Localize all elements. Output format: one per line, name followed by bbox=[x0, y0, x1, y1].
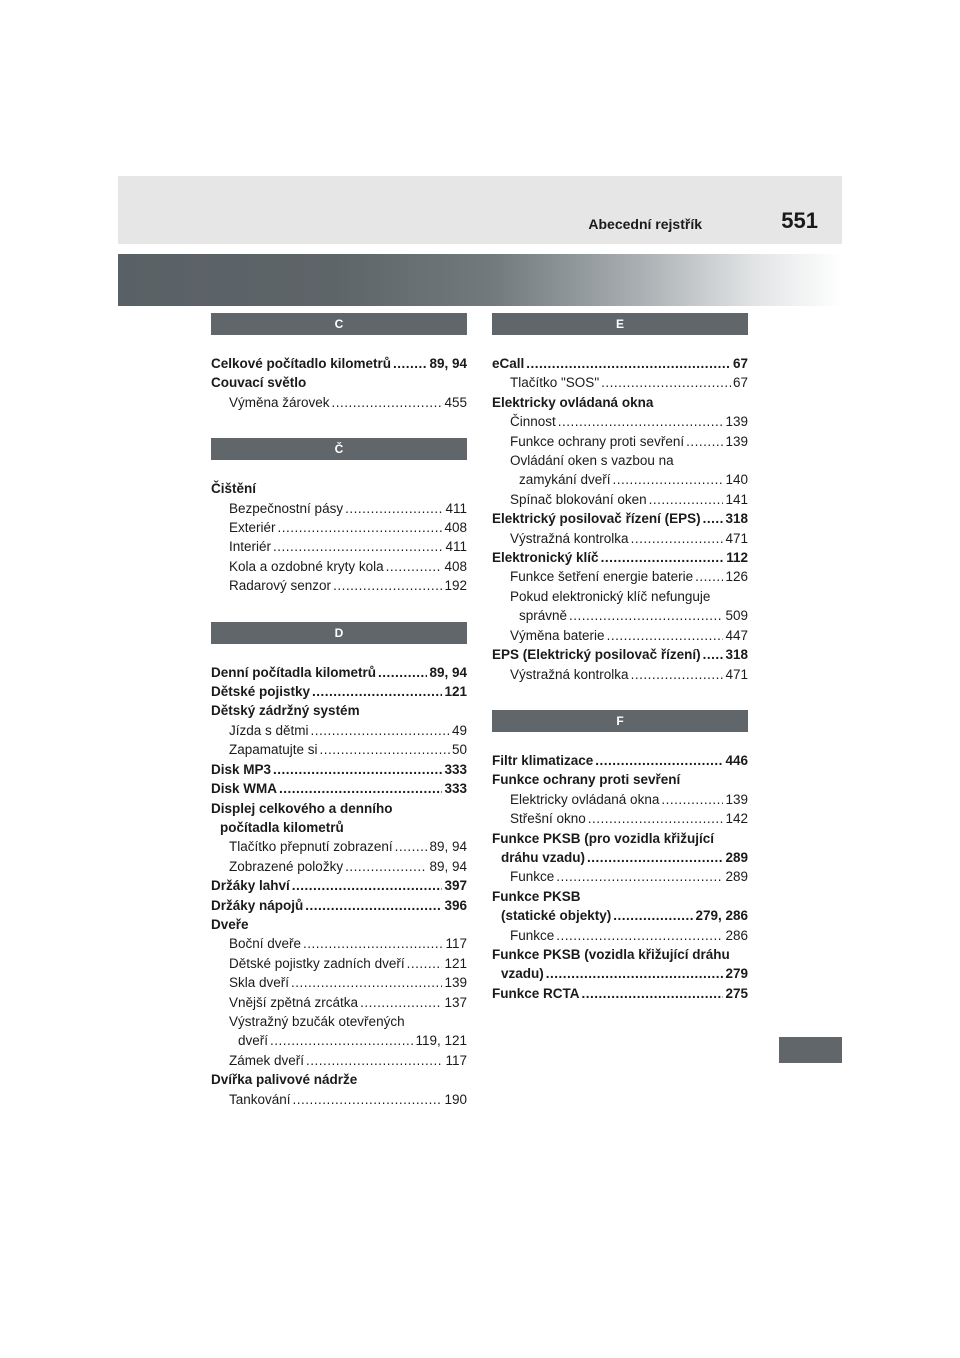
entry-label: Funkce ochrany proti sevření bbox=[510, 433, 685, 449]
entry-label: Skla dveří bbox=[229, 975, 290, 991]
leader-dots bbox=[293, 1090, 443, 1109]
leader-dots bbox=[695, 567, 723, 586]
index-entry bbox=[211, 1090, 467, 1109]
entry-label: Disk MP3 bbox=[211, 761, 272, 777]
leader-dots bbox=[556, 867, 723, 886]
leader-dots bbox=[558, 412, 724, 431]
entry-page-ref[interactable]: 509 bbox=[725, 608, 748, 624]
entry-page-ref[interactable]: 141 bbox=[725, 491, 748, 507]
entry-page-ref[interactable]: 49 bbox=[451, 722, 467, 738]
index-entry bbox=[211, 973, 467, 992]
leader-dots bbox=[649, 490, 724, 509]
entry-label: Elektricky ovládaná okna bbox=[510, 791, 660, 807]
section-letter-header: D bbox=[211, 622, 467, 644]
entry-label: Držáky nápojů bbox=[211, 897, 304, 913]
index-entry bbox=[211, 354, 467, 373]
leader-dots bbox=[393, 354, 427, 373]
entry-page-ref[interactable]: 318 bbox=[725, 647, 748, 663]
entry-label: Střešní okno bbox=[510, 811, 586, 827]
leader-dots bbox=[569, 606, 723, 625]
entry-label: Zobrazené položky bbox=[229, 858, 344, 874]
entry-page-ref[interactable]: 192 bbox=[444, 578, 467, 594]
leader-dots bbox=[613, 906, 693, 925]
entry-label: Tlačítko "SOS" bbox=[510, 375, 600, 391]
entry-label: Pokud elektronický klíč nefunguje bbox=[510, 588, 711, 604]
entry-page-ref[interactable]: 289 bbox=[725, 869, 748, 885]
entry-label: Dětský zádržný systém bbox=[211, 703, 360, 719]
index-entry bbox=[211, 701, 467, 720]
entry-page-ref[interactable]: 275 bbox=[725, 985, 748, 1001]
index-column-right bbox=[492, 313, 748, 1003]
section-title: Abecední rejstřík bbox=[588, 216, 702, 232]
index-entry bbox=[211, 779, 467, 798]
index-entry bbox=[492, 945, 748, 964]
index-entry bbox=[492, 809, 748, 828]
index-entry bbox=[492, 770, 748, 789]
entry-label: Celkové počítadlo kilometrů bbox=[211, 356, 392, 371]
leader-dots bbox=[279, 779, 442, 798]
entry-page-ref[interactable]: 286 bbox=[725, 927, 748, 943]
leader-dots bbox=[270, 1031, 413, 1050]
entry-label: Výměna baterie bbox=[510, 627, 605, 643]
section-spacer bbox=[492, 684, 748, 710]
entry-label: Interiér bbox=[229, 539, 272, 555]
index-entry bbox=[492, 829, 748, 848]
entry-label: Dětské pojistky zadních dveří bbox=[229, 955, 405, 971]
entry-page-ref[interactable]: 126 bbox=[725, 569, 748, 585]
leader-dots bbox=[588, 809, 724, 828]
index-entry bbox=[492, 665, 748, 684]
entry-label: Funkce bbox=[510, 927, 555, 943]
index-entry bbox=[492, 984, 748, 1003]
index-entry bbox=[492, 926, 748, 945]
chapter-tab bbox=[779, 1037, 842, 1063]
entry-label: Elektronický klíč bbox=[492, 550, 599, 566]
header-gradient-bar bbox=[118, 254, 842, 306]
entry-page-ref[interactable]: 89, 94 bbox=[429, 839, 467, 855]
index-entry bbox=[492, 373, 748, 392]
leader-dots bbox=[601, 373, 731, 392]
entry-label: Činnost bbox=[510, 414, 556, 430]
index-entry bbox=[211, 896, 467, 915]
entry-page-ref[interactable]: 142 bbox=[725, 811, 748, 827]
leader-dots bbox=[631, 529, 724, 548]
index-entry bbox=[211, 1012, 467, 1031]
entry-label: Dětské pojistky bbox=[211, 684, 311, 700]
leader-dots bbox=[333, 576, 442, 595]
page-number: 551 bbox=[781, 208, 818, 233]
entry-label: Tankování bbox=[229, 1091, 291, 1107]
entry-label: Funkce PKSB (vozidla křižující dráhu bbox=[492, 946, 730, 962]
entry-label: vzadu) bbox=[501, 966, 544, 982]
entry-page-ref[interactable]: 89, 94 bbox=[429, 356, 467, 371]
entry-label: Spínač blokování oken bbox=[510, 491, 647, 507]
section-spacer bbox=[211, 412, 467, 438]
entry-label: Tlačítko přepnutí zobrazení bbox=[229, 839, 393, 855]
entry-label: Výměna žárovek bbox=[229, 394, 330, 410]
index-entry bbox=[211, 537, 467, 556]
entry-label: Funkce bbox=[510, 869, 555, 885]
entry-label: Kola a ozdobné kryty kola bbox=[229, 558, 384, 574]
index-entry bbox=[492, 567, 748, 586]
entry-page-ref[interactable]: 137 bbox=[444, 994, 467, 1010]
entry-page-ref[interactable]: 67 bbox=[732, 356, 748, 371]
entry-label: počítadla kilometrů bbox=[220, 819, 344, 835]
index-entry bbox=[492, 606, 748, 625]
section-letter-header: F bbox=[492, 710, 748, 732]
index-entry bbox=[492, 848, 748, 867]
entry-label: Denní počítadla kilometrů bbox=[211, 664, 377, 680]
entry-page-ref[interactable]: 139 bbox=[444, 975, 467, 991]
leader-dots bbox=[395, 837, 428, 856]
index-entry bbox=[492, 645, 748, 664]
entry-label: Couvací světlo bbox=[211, 375, 307, 391]
entry-page-ref[interactable]: 279, 286 bbox=[695, 908, 748, 924]
leader-dots bbox=[312, 682, 442, 701]
leader-dots bbox=[273, 760, 442, 779]
leader-dots bbox=[378, 663, 427, 682]
entry-page-ref[interactable]: 67 bbox=[732, 375, 748, 391]
page-header bbox=[118, 176, 842, 244]
entry-page-ref[interactable]: 446 bbox=[725, 752, 748, 768]
index-entry bbox=[492, 354, 748, 373]
leader-dots bbox=[703, 645, 724, 664]
leader-dots bbox=[306, 1051, 443, 1070]
leader-dots bbox=[587, 848, 723, 867]
leader-dots bbox=[556, 926, 723, 945]
entry-label: Displej celkového a denního bbox=[211, 800, 393, 816]
entry-label: Funkce RCTA bbox=[492, 985, 580, 1001]
index-entry bbox=[211, 1070, 467, 1089]
entry-label: Vnější zpětná zrcátka bbox=[229, 994, 359, 1010]
index-entry bbox=[492, 393, 748, 412]
entry-page-ref[interactable]: 318 bbox=[725, 511, 748, 527]
index-entry bbox=[211, 373, 467, 392]
leader-dots bbox=[345, 857, 427, 876]
index-entry bbox=[492, 867, 748, 886]
index-entry bbox=[211, 837, 467, 856]
leader-dots bbox=[311, 721, 450, 740]
entry-label: Exteriér bbox=[229, 520, 276, 536]
entry-label: Zámek dveří bbox=[229, 1052, 305, 1068]
entry-label: Funkce PKSB (pro vozidla křižující bbox=[492, 830, 715, 846]
leader-dots bbox=[305, 896, 442, 915]
index-entry bbox=[492, 451, 748, 470]
index-entry bbox=[211, 682, 467, 701]
leader-dots bbox=[607, 626, 724, 645]
index-entry bbox=[211, 479, 467, 498]
entry-page-ref[interactable]: 140 bbox=[725, 472, 748, 488]
leader-dots bbox=[631, 665, 724, 684]
section-spacer bbox=[211, 596, 467, 622]
entry-page-ref[interactable]: 119, 121 bbox=[415, 1033, 467, 1049]
entry-page-ref[interactable]: 139 bbox=[725, 433, 748, 449]
entry-label: Držáky lahví bbox=[211, 878, 290, 894]
entry-label: Ovládání oken s vazbou na bbox=[510, 453, 674, 469]
index-entry bbox=[211, 993, 467, 1012]
leader-dots bbox=[595, 751, 723, 770]
entry-label: Bezpečnostní pásy bbox=[229, 500, 344, 516]
leader-dots bbox=[661, 790, 723, 809]
index-entry bbox=[211, 663, 467, 682]
leader-dots bbox=[332, 393, 443, 412]
leader-dots bbox=[320, 740, 450, 759]
index-entry bbox=[211, 799, 467, 818]
entry-label: Filtr klimatizace bbox=[492, 752, 594, 768]
section-letter-header: C bbox=[211, 313, 467, 335]
index-entry bbox=[492, 587, 748, 606]
entry-page-ref[interactable]: 121 bbox=[444, 955, 467, 971]
entry-page-ref[interactable]: 408 bbox=[444, 520, 467, 536]
index-entry bbox=[492, 490, 748, 509]
entry-page-ref[interactable]: 411 bbox=[445, 539, 467, 555]
index-entry bbox=[492, 626, 748, 645]
entry-label: Boční dveře bbox=[229, 936, 302, 952]
index-entry bbox=[211, 857, 467, 876]
entry-page-ref[interactable]: 408 bbox=[444, 558, 467, 574]
entry-label: Zapamatujte si bbox=[229, 742, 318, 758]
index-entry bbox=[211, 954, 467, 973]
entry-page-ref[interactable]: 471 bbox=[725, 530, 748, 546]
entry-page-ref[interactable]: 289 bbox=[725, 849, 748, 865]
index-entry bbox=[211, 1031, 467, 1050]
index-entry bbox=[492, 548, 748, 567]
index-entry bbox=[211, 499, 467, 518]
leader-dots bbox=[582, 984, 724, 1003]
entry-label: správně bbox=[519, 608, 568, 624]
index-entry bbox=[492, 509, 748, 528]
leader-dots bbox=[686, 432, 723, 451]
index-entry bbox=[211, 393, 467, 412]
index-entry bbox=[211, 760, 467, 779]
index-entry bbox=[211, 876, 467, 895]
leader-dots bbox=[526, 354, 731, 373]
leader-dots bbox=[386, 557, 443, 576]
entry-page-ref[interactable]: 333 bbox=[444, 781, 467, 797]
entry-label: Dvířka palivové nádrže bbox=[211, 1072, 358, 1088]
index-entry bbox=[492, 470, 748, 489]
entry-label: Funkce PKSB bbox=[492, 888, 581, 904]
index-entry bbox=[211, 576, 467, 595]
index-entry bbox=[211, 1051, 467, 1070]
index-entry bbox=[492, 906, 748, 925]
index-entry bbox=[211, 721, 467, 740]
leader-dots bbox=[703, 509, 724, 528]
entry-label: Disk WMA bbox=[211, 781, 278, 797]
entry-label: Elektrický posilovač řízení (EPS) bbox=[492, 511, 701, 527]
index-entry bbox=[492, 751, 748, 770]
entry-label: dráhu vzadu) bbox=[501, 849, 586, 865]
entry-page-ref[interactable]: 190 bbox=[444, 1091, 467, 1107]
entry-page-ref[interactable]: 117 bbox=[445, 936, 467, 952]
entry-label: Čištění bbox=[211, 481, 257, 497]
leader-dots bbox=[292, 876, 443, 895]
index-entry bbox=[492, 529, 748, 548]
leader-dots bbox=[278, 518, 443, 537]
leader-dots bbox=[273, 537, 443, 556]
section-letter-header: E bbox=[492, 313, 748, 335]
entry-page-ref[interactable]: 471 bbox=[725, 666, 748, 682]
leader-dots bbox=[613, 470, 724, 489]
leader-dots bbox=[303, 934, 443, 953]
entry-page-ref[interactable]: 447 bbox=[725, 627, 748, 643]
entry-page-ref[interactable]: 396 bbox=[444, 897, 467, 913]
entry-label: Funkce šetření energie baterie bbox=[510, 569, 694, 585]
leader-dots bbox=[546, 964, 724, 983]
entry-label: dveří bbox=[238, 1033, 269, 1049]
entry-page-ref[interactable]: 397 bbox=[444, 878, 467, 894]
entry-page-ref[interactable]: 455 bbox=[444, 394, 467, 410]
section-letter-header: Č bbox=[211, 438, 467, 460]
entry-page-ref[interactable]: 411 bbox=[445, 500, 467, 516]
leader-dots bbox=[601, 548, 725, 567]
entry-label: Dveře bbox=[211, 916, 249, 932]
entry-page-ref[interactable]: 333 bbox=[444, 761, 467, 777]
leader-dots bbox=[407, 954, 443, 973]
index-entry bbox=[211, 740, 467, 759]
index-entry bbox=[492, 432, 748, 451]
index-entry bbox=[211, 915, 467, 934]
entry-label: (statické objekty) bbox=[501, 908, 612, 924]
index-column-left bbox=[211, 313, 467, 1109]
entry-label: EPS (Elektrický posilovač řízení) bbox=[492, 647, 701, 663]
entry-page-ref[interactable]: 117 bbox=[445, 1052, 467, 1068]
entry-page-ref[interactable]: 89, 94 bbox=[429, 664, 467, 680]
entry-page-ref[interactable]: 121 bbox=[444, 684, 467, 700]
entry-label: eCall bbox=[492, 356, 525, 371]
entry-label: Jízda s dětmi bbox=[229, 722, 309, 738]
index-entry bbox=[211, 818, 467, 837]
index-entry bbox=[492, 412, 748, 431]
index-entry bbox=[211, 934, 467, 953]
leader-dots bbox=[291, 973, 442, 992]
index-entry bbox=[492, 964, 748, 983]
entry-label: Radarový senzor bbox=[229, 578, 332, 594]
entry-label: Funkce ochrany proti sevření bbox=[492, 772, 681, 788]
entry-label: Elektricky ovládaná okna bbox=[492, 394, 654, 410]
leader-dots bbox=[360, 993, 442, 1012]
entry-page-ref[interactable]: 89, 94 bbox=[429, 858, 467, 874]
entry-page-ref[interactable]: 139 bbox=[725, 414, 748, 430]
entry-label: Výstražná kontrolka bbox=[510, 666, 629, 682]
entry-label: zamykání dveří bbox=[519, 472, 611, 488]
index-entry bbox=[492, 887, 748, 906]
entry-label: Výstražný bzučák otevřených bbox=[229, 1013, 405, 1029]
entry-page-ref[interactable]: 279 bbox=[725, 966, 748, 982]
leader-dots bbox=[345, 499, 443, 518]
index-entry bbox=[211, 557, 467, 576]
entry-page-ref[interactable]: 112 bbox=[726, 550, 748, 566]
entry-label: Výstražná kontrolka bbox=[510, 530, 629, 546]
index-entry bbox=[492, 790, 748, 809]
entry-page-ref[interactable]: 139 bbox=[725, 791, 748, 807]
entry-page-ref[interactable]: 50 bbox=[451, 742, 467, 758]
index-entry bbox=[211, 518, 467, 537]
